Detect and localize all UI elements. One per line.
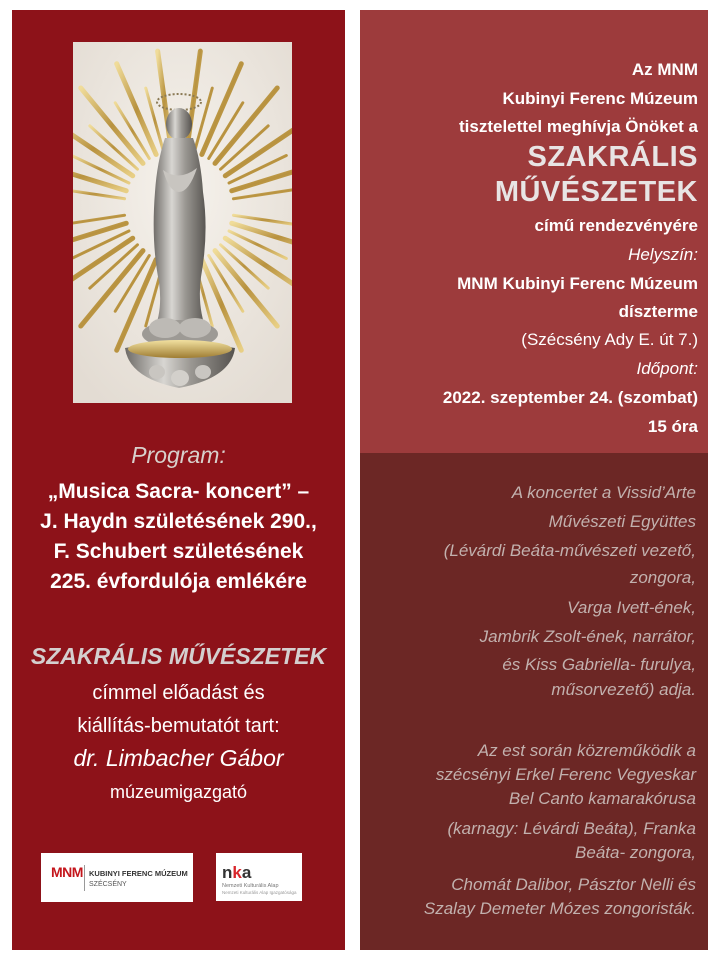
concert-line: és Kiss Gabriella- furulya,: [502, 655, 696, 674]
lecturer-role: múzeumigazgató: [109, 782, 248, 802]
concert-line: A koncertet a Vissid’Arte: [511, 483, 696, 502]
lecture-line: kiállítás-bemutatót tart:: [77, 715, 280, 737]
time-label: Időpont:: [636, 359, 698, 378]
concert-line: Jambrik Zsolt-ének, narrátor,: [479, 627, 696, 646]
venue-address: (Szécsény Ady E. út 7.): [521, 330, 698, 349]
concert-line: Chomát Dalibor, Pásztor Nelli és: [451, 875, 696, 894]
lecturer-name: dr. Limbacher Gábor: [73, 745, 284, 771]
mnm-museum-logo: [41, 853, 193, 902]
event-date: 2022. szeptember 24. (szombat): [442, 388, 698, 407]
concert-line: Szalay Demeter Mózes zongoristák.: [423, 899, 696, 918]
mnm-logo-city: SZÉCSÉNY: [89, 881, 127, 888]
lecture-title: SZAKRÁLIS MŰVÉSZETEK: [30, 643, 327, 669]
nka-logo-name: Nemzeti Kulturális Alap: [222, 883, 279, 889]
invitation-line: Kubinyi Ferenc Múzeum: [502, 89, 698, 108]
lecture-line: címmel előadást és: [92, 682, 265, 704]
concert-line: zongora,: [629, 568, 696, 587]
concert-line: Az est során közreműködik a: [477, 741, 696, 760]
invitation-line: című rendezvényére: [534, 216, 698, 235]
concert-panel: [360, 453, 708, 950]
nka-logo-mark: nka: [222, 863, 252, 882]
concert-line: Beáta- zongora,: [575, 843, 696, 862]
program-lines: [12, 477, 345, 597]
nka-logo-sub: Nemzeti Kulturális Alap Igazgatósága: [222, 890, 297, 895]
invitation-line: Az MNM: [631, 60, 698, 79]
concert-line: (karnagy: Lévárdi Beáta), Franka: [447, 819, 696, 838]
venue-label: Helyszín:: [628, 245, 698, 264]
venue-room: díszterme: [618, 302, 698, 321]
event-time: 15 óra: [647, 417, 698, 436]
mnm-logo-mark: MNM: [51, 864, 83, 880]
concert-line: Művészeti Együttes: [548, 512, 696, 531]
mnm-logo-name: KUBINYI FERENC MÚZEUM: [89, 869, 188, 878]
invitation-line: tisztelettel meghívja Önöket a: [458, 117, 698, 136]
concert-line: (Lévárdi Beáta-művészeti vezető,: [443, 541, 696, 560]
invitation-panel: [360, 10, 708, 453]
event-title: MŰVÉSZETEK: [494, 176, 698, 208]
program-line: J. Haydn születésének 290.,: [40, 510, 317, 533]
program-line: „Musica Sacra- koncert” –: [47, 480, 310, 503]
venue-name: MNM Kubinyi Ferenc Múzeum: [457, 274, 698, 293]
madonna-statue-photo: [73, 42, 292, 403]
program-label: Program:: [131, 442, 226, 468]
nka-logo: [216, 853, 302, 901]
logo-divider: [84, 865, 85, 891]
concert-line: műsorvezető) adja.: [551, 680, 696, 699]
program-line: 225. évfordulója emlékére: [50, 570, 307, 593]
concert-line: Varga Ivett-ének,: [567, 598, 696, 617]
event-title: SZAKRÁLIS: [527, 141, 698, 173]
program-line: F. Schubert születésének: [53, 540, 304, 563]
concert-line: Bel Canto kamarakórusa: [508, 789, 696, 808]
concert-line: szécsényi Erkel Ferenc Vegyeskar: [435, 765, 696, 784]
left-panel: [12, 10, 345, 950]
